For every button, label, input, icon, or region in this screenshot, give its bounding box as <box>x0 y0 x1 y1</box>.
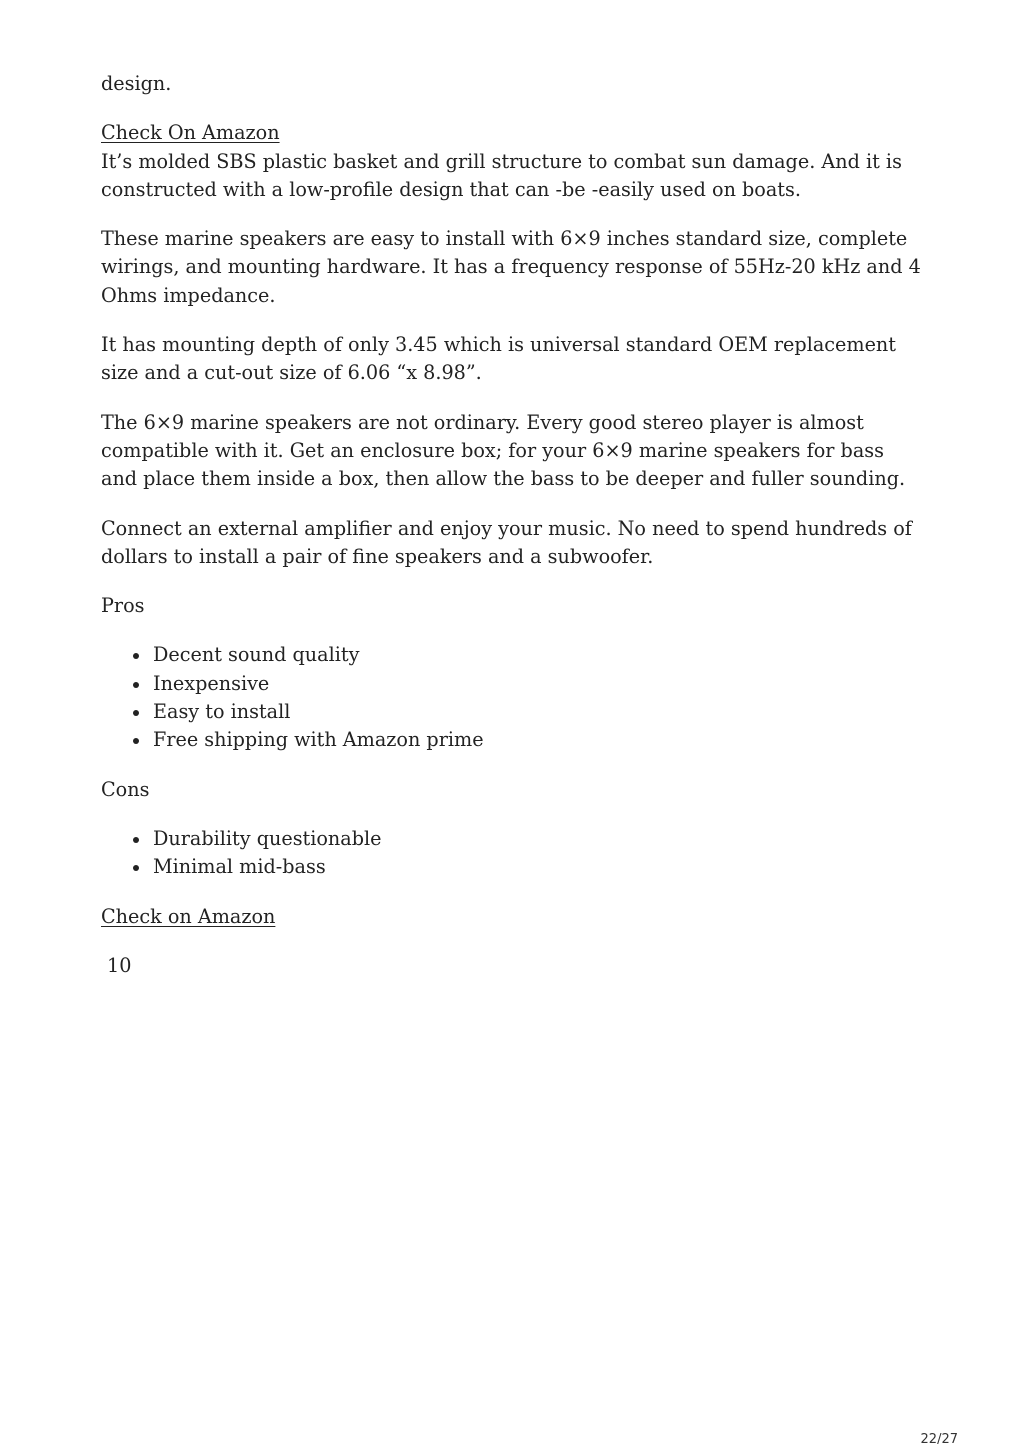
paragraph-install: These marine speakers are easy to install with 6×9 inches standard size, complete wirings, and mounting hardware. It has a frequency response of 55Hz-20 kHz and 4 Ohms impedance. <box>101 227 921 307</box>
paragraph-basket: It’s molded SBS plastic basket and grill structure to combat sun damage. And it is constructed with a low-profile design that can -be -easily used on boats. <box>101 149 902 201</box>
cons-item: Minimal mid-bass <box>153 853 923 881</box>
cons-item: Durability questionable <box>153 825 923 853</box>
cons-heading: Cons <box>101 777 150 801</box>
intro-fragment: design. <box>101 72 172 95</box>
pros-list <box>101 641 923 754</box>
check-on-amazon-bottom-line <box>101 903 923 931</box>
paragraph-mounting-depth: It has mounting depth of only 3.45 which is universal standard OEM replacement size and a cut-out size of 6.06 “x 8.98”. <box>101 333 896 385</box>
pros-heading: Pros <box>101 594 145 618</box>
cons-list <box>101 825 923 882</box>
paragraph-amplifier: Connect an external amplifier and enjoy your music. No need to spend hundreds of dollars to install a pair of fine speakers and a subwoofer. <box>101 516 912 568</box>
article-body <box>101 70 923 980</box>
pros-item: Inexpensive <box>153 670 923 698</box>
page-number: 22/27 <box>920 1432 958 1447</box>
check-on-amazon-top-line <box>101 119 923 147</box>
pros-item: Free shipping with Amazon prime <box>153 726 923 754</box>
pros-item: Easy to install <box>153 698 923 726</box>
check-on-amazon-link-bottom[interactable]: Check on Amazon <box>101 904 276 928</box>
pros-item: Decent sound quality <box>153 641 923 669</box>
rating-value: 10 <box>107 953 132 977</box>
paragraph-compatibility: The 6×9 marine speakers are not ordinary. Every good stereo player is almost compatible with it. Get an enclosure box; for your 6×9 marine speakers for bass and place them inside a box, then allow the bass to be deeper and fuller sounding. <box>101 410 906 491</box>
check-on-amazon-link-top[interactable]: Check On Amazon <box>101 121 280 145</box>
